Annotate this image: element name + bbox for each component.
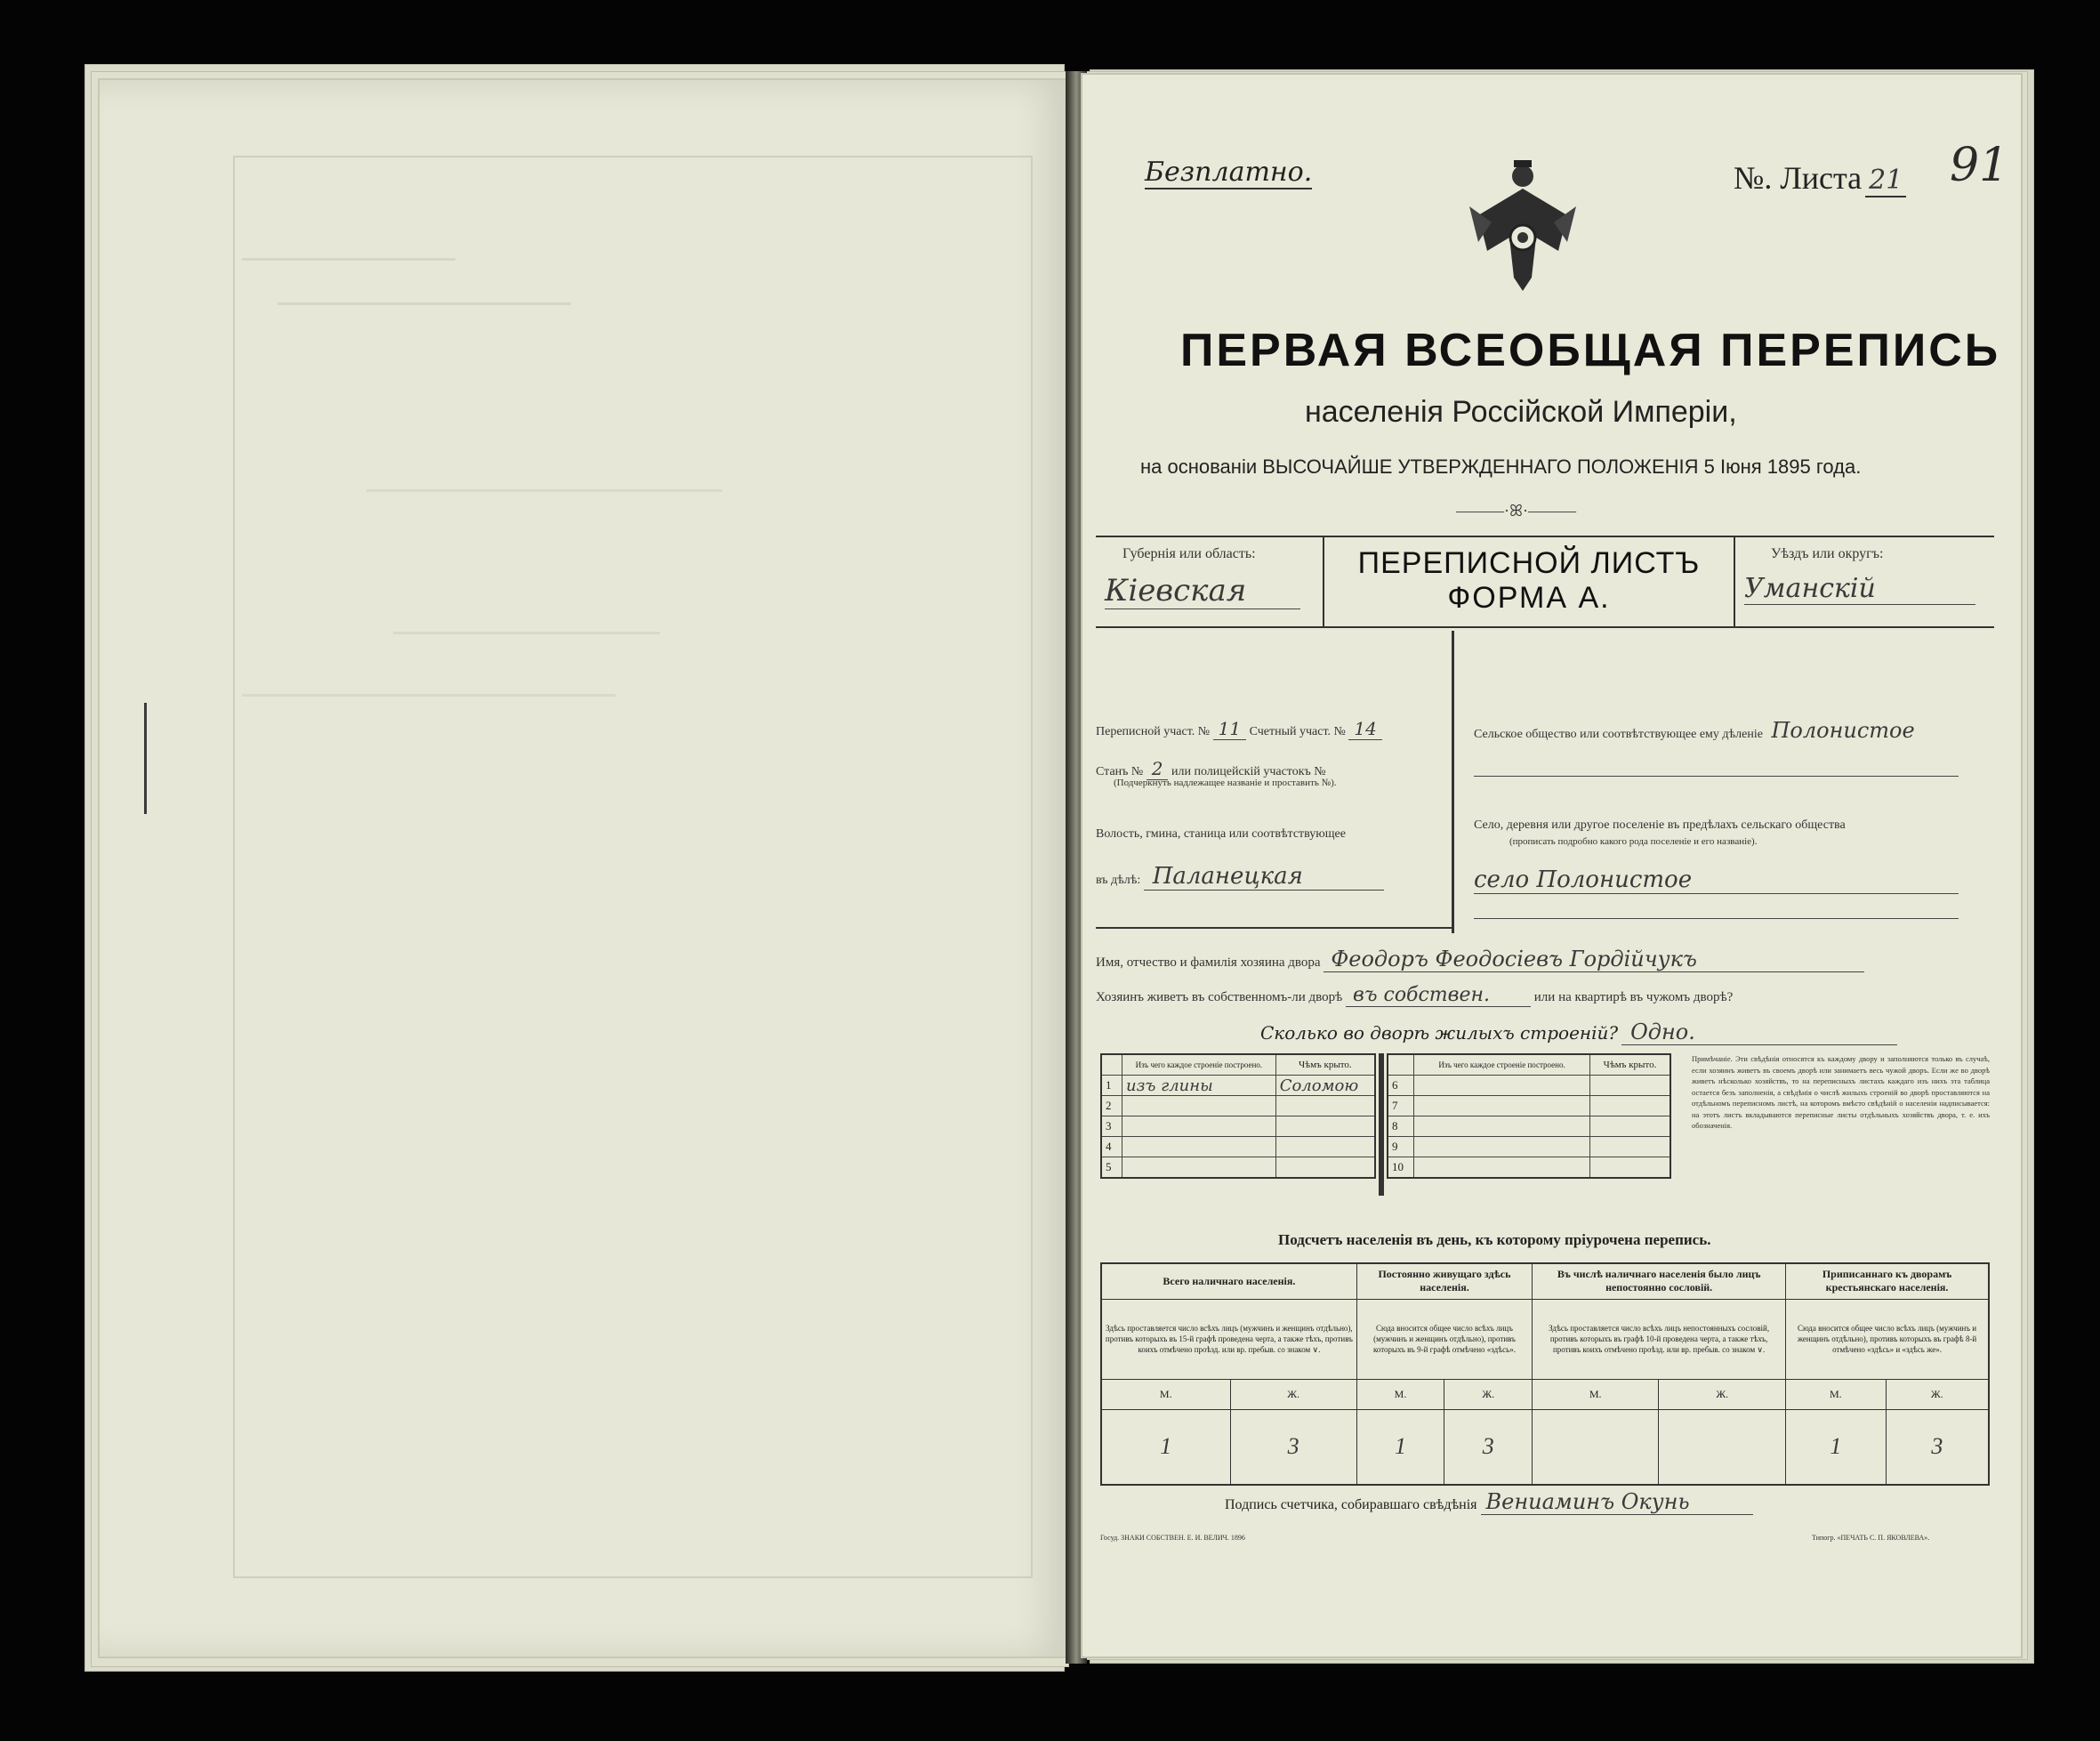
roof-cell <box>1590 1096 1670 1116</box>
province-value: Кіевская <box>1105 573 1300 609</box>
pop-col-desc: Сюда вносится общее число всѣхъ лицъ (мужчинъ и женщинъ отдѣльно), противъ которыхъ въ 9-й графѣ отмѣчено «здѣсь». <box>1356 1299 1532 1379</box>
sheet-number-label: №. Листа <box>1734 160 1863 196</box>
buildings-line <box>1260 1020 1897 1045</box>
volost-value: Паланецкая <box>1144 863 1384 891</box>
male-header: М. <box>1101 1379 1230 1409</box>
roof-cell <box>1275 1137 1375 1157</box>
table-row <box>1101 1157 1375 1179</box>
stan-suffix: или полицейскій участокъ № <box>1171 765 1326 778</box>
material-cell <box>1122 1157 1276 1179</box>
society-line <box>1474 718 1915 743</box>
pop-col-desc: Сюда вносится общее число всѣхъ лицъ (мужчинъ и женщинъ отдѣльно), противъ которыхъ въ графѣ 8-й отмѣчено «здѣсь» и «здѣсь же». <box>1786 1299 1989 1379</box>
row-number: 3 <box>1101 1116 1122 1137</box>
roof-cell <box>1590 1076 1670 1096</box>
row-number: 10 <box>1388 1157 1414 1179</box>
lives-suffix: или на квартирѣ въ чужомъ дворѣ? <box>1533 990 1734 1004</box>
fields-bottom-rule <box>1096 927 1452 929</box>
female-header: Ж. <box>1659 1379 1786 1409</box>
material-cell <box>1414 1157 1590 1179</box>
left-page-bleed-rule <box>366 489 722 492</box>
material-cell <box>1122 1096 1276 1116</box>
female-count: 3 <box>1886 1409 1989 1485</box>
province-cell <box>1096 537 1324 626</box>
society-label: Сельское общество или соотвѣтствующее ему дѣленіе <box>1474 728 1763 741</box>
table-row <box>1388 1076 1670 1096</box>
volost-line <box>1096 863 1384 891</box>
pop-col-desc: Здѣсь проставляется число всѣхъ лицъ непостоянныхъ сословій, противъ которыхъ въ графѣ 10-й проведена черта, а также тѣхъ, противъ коихъ отмѣчено проѣзд. или вр. пребыв. со знаком ∨. <box>1533 1299 1786 1379</box>
stan-label: Станъ № <box>1096 765 1144 778</box>
table-row <box>1101 1116 1375 1137</box>
lives-label: Хозяинъ живетъ въ собственномъ-ли дворѣ <box>1096 990 1343 1004</box>
buildings-value: Одно. <box>1621 1020 1897 1045</box>
buildings-table-left <box>1100 1053 1376 1179</box>
pop-col-title: Въ числѣ наличнаго населенія было лицъ непостоянно сословій. <box>1533 1263 1786 1299</box>
roof-cell <box>1590 1137 1670 1157</box>
material-cell <box>1122 1116 1276 1137</box>
female-header: Ж. <box>1230 1379 1356 1409</box>
table-row <box>1101 1096 1375 1116</box>
sheet-number-corner: 91 <box>1950 139 2009 192</box>
population-heading: Подсчетъ населенія въ день, къ которому пріурочена перепись. <box>1278 1231 1711 1248</box>
female-count <box>1659 1409 1786 1485</box>
material-cell <box>1122 1137 1276 1157</box>
stan-line <box>1096 758 1326 779</box>
province-label: Губернія или область: <box>1122 546 1256 561</box>
table-row <box>1388 1116 1670 1137</box>
volost-label: Волость, гмина, станица или соотвѣтствующее <box>1096 827 1346 841</box>
left-page-bleed-rule <box>242 258 455 261</box>
male-header: М. <box>1356 1379 1444 1409</box>
owner-value: Феодоръ Феодосіевъ Гордійчукъ <box>1324 947 1864 972</box>
population-table <box>1100 1262 1990 1486</box>
left-page-bleed-rule <box>242 694 616 697</box>
printer-imprint-left: Госуд. ЗНАКИ СОБСТВЕН. Е. И. ВЕЛИЧ. 1896 <box>1100 1534 1245 1542</box>
roof-cell <box>1590 1116 1670 1137</box>
row-number: 5 <box>1101 1157 1122 1179</box>
pop-col-desc: Здѣсь проставляется число всѣхъ лицъ (мужчинъ и женщинъ отдѣльно), противъ которыхъ въ 15-й графѣ проведена черта, а также тѣхъ, противъ коихъ отмѣчено проѣзд. или вр. пребыв. со знаком ∨. <box>1101 1299 1356 1379</box>
buildings-label: Сколько во дворѣ жилыхъ строеній? <box>1260 1022 1619 1044</box>
village-value: село Полонистое <box>1474 866 1959 894</box>
material-cell <box>1414 1116 1590 1137</box>
society-value: Полонистое <box>1771 718 1915 743</box>
village-note: (прописать подробно какого рода поселеніе и его названіе). <box>1509 836 1758 847</box>
district-cell <box>1734 537 1996 626</box>
stan-note: (Подчеркнуть надлежащее названіе и проставить №). <box>1114 778 1337 788</box>
buildings-col-roof: Чѣмъ крыто. <box>1590 1054 1670 1076</box>
male-count <box>1533 1409 1659 1485</box>
village-label: Село, деревня или другое поселеніе въ предѣлахъ сельскаго общества <box>1474 818 1846 832</box>
buildings-table-separator <box>1379 1053 1384 1196</box>
buildings-col-material: Изъ чего каждое строеніе построено. <box>1414 1054 1590 1076</box>
buildings-table-right <box>1387 1053 1671 1179</box>
free-label: Безплатно. <box>1145 157 1313 188</box>
left-page-bleed-rule <box>278 302 571 305</box>
volost-label-2: въ дѣлѣ: <box>1096 874 1141 887</box>
material-cell: изъ глины <box>1122 1076 1276 1096</box>
buildings-note: Примѣчаніе. Эти свѣдѣнія относятся къ каждому двору и заполняются только въ случаѣ, если хозяинъ живетъ въ своемъ дворѣ или занимаетъ весь чужой дворъ. Если же во дворѣ живетъ нѣсколько хозяйствъ, то на переписныхъ листахъ каждаго изъ нихъ эта таблица остается безъ заполненія, а свѣдѣнія о числѣ жилыхъ строеній во дворѣ проставляются на отдѣльномъ переписномъ листѣ, на которомъ вмѣсто свѣдѣній о населеніи надписывается: на этотъ листъ вкладываются переписные листы отдѣльныхъ хозяйствъ двора, т. е. ихъ обозначенія. <box>1692 1054 1990 1130</box>
row-number: 8 <box>1388 1116 1414 1137</box>
roof-cell <box>1275 1096 1375 1116</box>
district-label: Уѣздъ или округъ: <box>1771 546 1884 561</box>
male-count: 1 <box>1101 1409 1230 1485</box>
fields-divider <box>1452 631 1454 933</box>
imperial-eagle-emblem <box>1460 153 1585 295</box>
owner-label: Имя, отчество и фамилія хозяина двора <box>1096 955 1321 970</box>
signature-value: Вениаминъ Окунь <box>1481 1489 1753 1515</box>
owner-line <box>1096 947 1864 972</box>
roof-cell <box>1275 1116 1375 1137</box>
male-count: 1 <box>1786 1409 1887 1485</box>
female-header: Ж. <box>1444 1379 1533 1409</box>
form-title: ПЕРЕПИСНОЙ ЛИСТЪ <box>1357 546 1701 580</box>
table-row <box>1388 1157 1670 1179</box>
census-form-page <box>1081 73 2023 1658</box>
left-page <box>98 78 1075 1658</box>
pop-col-title: Всего наличнаго населенія. <box>1101 1263 1356 1299</box>
lives-line <box>1096 984 1733 1007</box>
district-value: Уманскій <box>1744 573 1975 605</box>
form-decree-line: на основаніи ВЫСОЧАЙШЕ УТВЕРЖДЕННАГО ПОЛОЖЕНІЯ 5 Іюня 1895 года. <box>1140 455 1862 478</box>
male-header: М. <box>1533 1379 1659 1409</box>
society-underline <box>1474 776 1959 777</box>
row-number: 9 <box>1388 1137 1414 1157</box>
table-row <box>1101 1137 1375 1157</box>
count-area-label: Счетный участ. № <box>1249 725 1346 738</box>
table-row <box>1101 1076 1375 1096</box>
female-count: 3 <box>1444 1409 1533 1485</box>
sheet-number-value: 21 <box>1865 165 1906 197</box>
location-fields-right <box>1474 633 1990 918</box>
female-count: 3 <box>1230 1409 1356 1485</box>
row-number: 2 <box>1101 1096 1122 1116</box>
form-header-row <box>1096 536 1994 628</box>
form-title-cell <box>1324 537 1734 626</box>
form-subtitle: населенія Россійской Имперіи, <box>1305 395 1737 429</box>
form-code: ФОРМА А. <box>1447 581 1611 615</box>
lives-value: въ собствен. <box>1346 984 1531 1007</box>
buildings-col-material: Изъ чего каждое строеніе построено. <box>1122 1054 1276 1076</box>
printer-imprint-right: Типогр. «ПЕЧАТЬ С. П. ЯКОВЛЕВА». <box>1812 1534 1930 1542</box>
material-cell <box>1414 1096 1590 1116</box>
row-number: 6 <box>1388 1076 1414 1096</box>
census-area-label: Переписной участ. № <box>1096 725 1211 738</box>
buildings-col-roof: Чѣмъ крыто. <box>1275 1054 1375 1076</box>
male-count: 1 <box>1356 1409 1444 1485</box>
male-header: М. <box>1786 1379 1887 1409</box>
table-row <box>1388 1137 1670 1157</box>
pop-col-title: Постоянно живущаго здѣсь населенія. <box>1356 1263 1532 1299</box>
table-row <box>1101 1409 1989 1485</box>
pop-col-title: Приписаннаго къ дворамъ крестьянскаго населенія. <box>1786 1263 1989 1299</box>
census-area-value: 11 <box>1213 718 1246 740</box>
left-page-faded-frame <box>233 156 1033 1578</box>
ornament-divider: ———·ꕤ·——— <box>1456 502 1576 520</box>
left-page-edge-mark <box>144 703 147 814</box>
count-area-value: 14 <box>1348 718 1381 740</box>
stan-value: 2 <box>1147 758 1169 780</box>
female-header: Ж. <box>1886 1379 1989 1409</box>
material-cell <box>1414 1137 1590 1157</box>
signature-line <box>1225 1489 1753 1515</box>
location-fields-left <box>1096 633 1452 909</box>
roof-cell <box>1275 1157 1375 1179</box>
left-page-bleed-rule <box>393 632 660 634</box>
signature-label: Подпись счетчика, собиравшаго свѣдѣнія <box>1225 1497 1477 1512</box>
census-area-line <box>1096 718 1382 739</box>
roof-cell: Соломою <box>1275 1076 1375 1096</box>
village-underline <box>1474 918 1959 919</box>
material-cell <box>1414 1076 1590 1096</box>
row-number: 1 <box>1101 1076 1122 1096</box>
row-number: 4 <box>1101 1137 1122 1157</box>
row-number: 7 <box>1388 1096 1414 1116</box>
form-main-title: ПЕРВАЯ ВСЕОБЩАЯ ПЕРЕПИСЬ <box>1180 325 2001 376</box>
table-row <box>1388 1096 1670 1116</box>
roof-cell <box>1590 1157 1670 1179</box>
sheet-number <box>1734 159 1906 197</box>
